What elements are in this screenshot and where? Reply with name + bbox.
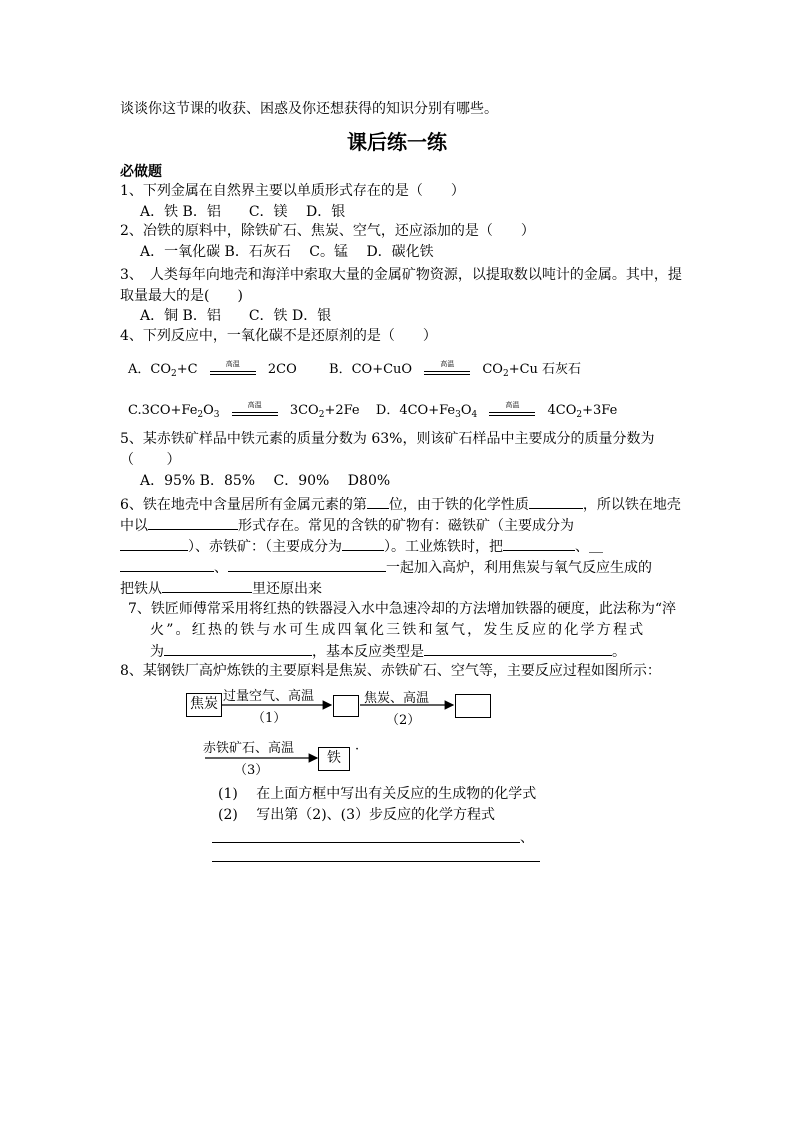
question-7-line-3: 为 ，基本反应类型是 。	[150, 640, 626, 662]
option-a-products: 2CO	[267, 362, 297, 377]
product-1-box[interactable]	[333, 695, 359, 717]
step-2-number: （2）	[386, 713, 421, 728]
question-4-row-cd: $C.3CO+Fe_2O_3$ 高温 $3CO_2+2Fe$ D．$4CO+Fe_3O_4$ 高温 $4CO_2+3Fe$	[128, 400, 618, 420]
question-1-options: A．铁 B．铝 C．镁 D．银	[140, 204, 346, 220]
option-a-reactants: A．CO	[128, 362, 171, 377]
step-3-number: （3）	[234, 763, 269, 778]
answer-line-1[interactable]	[212, 842, 520, 843]
answer-line-2[interactable]	[212, 861, 540, 862]
option-b-products: CO	[482, 362, 503, 377]
question-8-sub-2: (2) 写出第（2)、(3）步反应的化学方程式	[218, 807, 496, 823]
section-heading: 必做题	[120, 164, 162, 180]
reflection-prompt: 谈谈你这节课的收获、困惑及你还想获得的知识分别有哪些。	[120, 101, 498, 117]
product-2-box[interactable]	[455, 694, 491, 718]
iron-box: 铁	[318, 747, 350, 771]
step-2-condition: 焦炭、高温	[364, 691, 430, 706]
question-5-options: A．95% B．85% C．90% D80%	[140, 473, 391, 489]
answer-separator: 、	[520, 830, 534, 846]
stray-dot: ·	[355, 742, 360, 757]
high-temp-condition: 高温	[232, 404, 278, 418]
question-3-options: A．铜 B．铝 C．铁 D．银	[140, 308, 332, 324]
question-2-options: A．一氧化碳 B．石灰石 C。锰 D．碳化铁	[140, 244, 434, 260]
option-c-products: 3CO	[289, 403, 319, 418]
high-temp-condition: 高温	[489, 404, 535, 418]
step-1-condition: 过量空气、高温	[223, 689, 315, 704]
question-3-stem-cont: 取量最大的是( )	[120, 288, 243, 304]
question-4-row-ab: A．$CO_2+C$ 高温 2CO B．CO+CuO 高温 $CO_2+Cu$ 石灰石	[128, 359, 582, 379]
question-3-stem: 3、 人类每年向地壳和海洋中索取大量的金属矿物资源，以提取数以吨计的金属。其中，提	[120, 267, 682, 283]
question-6-line-3: ）、赤铁矿：（主要成分为 ）。工业炼铁时，把 、＿	[120, 535, 603, 557]
question-6-line-1: 6、铁在地壳中含量居所有金属元素的第 位，由于铁的化学性质 ，所以铁在地壳	[120, 493, 681, 515]
option-d-products: 4CO	[547, 403, 577, 418]
high-temp-condition: 高温	[210, 363, 256, 377]
page-title: 课后练一练	[347, 130, 447, 154]
question-4-stem: 4、下列反应中，一氧化碳不是还原剂的是（ ）	[120, 328, 437, 344]
option-d-reactants: D．4CO+Fe	[375, 403, 456, 418]
question-7-line-2: 火”。红热的铁与水可生成四氧化三铁和氢气，发生反应的化学方程式	[150, 622, 646, 638]
option-b-reactants: B．CO+CuO	[329, 362, 413, 377]
high-temp-condition: 高温	[424, 363, 470, 377]
question-6-line-4: 、 一起加入高炉，利用焦炭与氧气反应生成的	[120, 556, 652, 578]
step-1-number: （1）	[252, 711, 287, 726]
question-6-line-5: 把铁从 里还原出来	[120, 577, 322, 599]
question-8-sub-1: (1) 在上面方框中写出有关反应的生成物的化学式	[218, 786, 537, 802]
coke-box: 焦炭	[186, 693, 222, 717]
question-7-line-1: 7、铁匠师傅常采用将红热的铁器浸入水中急速冷却的方法增加铁器的硬度，此法称为“淬	[128, 601, 677, 617]
option-c-reactants: C.3CO+Fe	[128, 403, 198, 418]
question-6-line-2: 中以 形式存在。常见的含铁的矿物有：磁铁矿（主要成分为	[120, 514, 574, 536]
question-1-stem: 1、下列金属在自然界主要以单质形式存在的是（ ）	[120, 183, 465, 199]
question-8-stem: 8、某钢铁厂高炉炼铁的主要原料是焦炭、赤铁矿石、空气等，主要反应过程如图所示：	[120, 663, 661, 679]
question-5-stem: 5、某赤铁矿样品中铁元素的质量分数为 63%，则该矿石样品中主要成分的质量分数为	[120, 431, 655, 447]
question-2-stem: 2、冶铁的原料中，除铁矿石、焦炭、空气，还应添加的是（ ）	[120, 223, 535, 239]
question-5-paren: （ ）	[120, 452, 181, 468]
step-3-condition: 赤铁矿石、高温	[203, 741, 295, 756]
